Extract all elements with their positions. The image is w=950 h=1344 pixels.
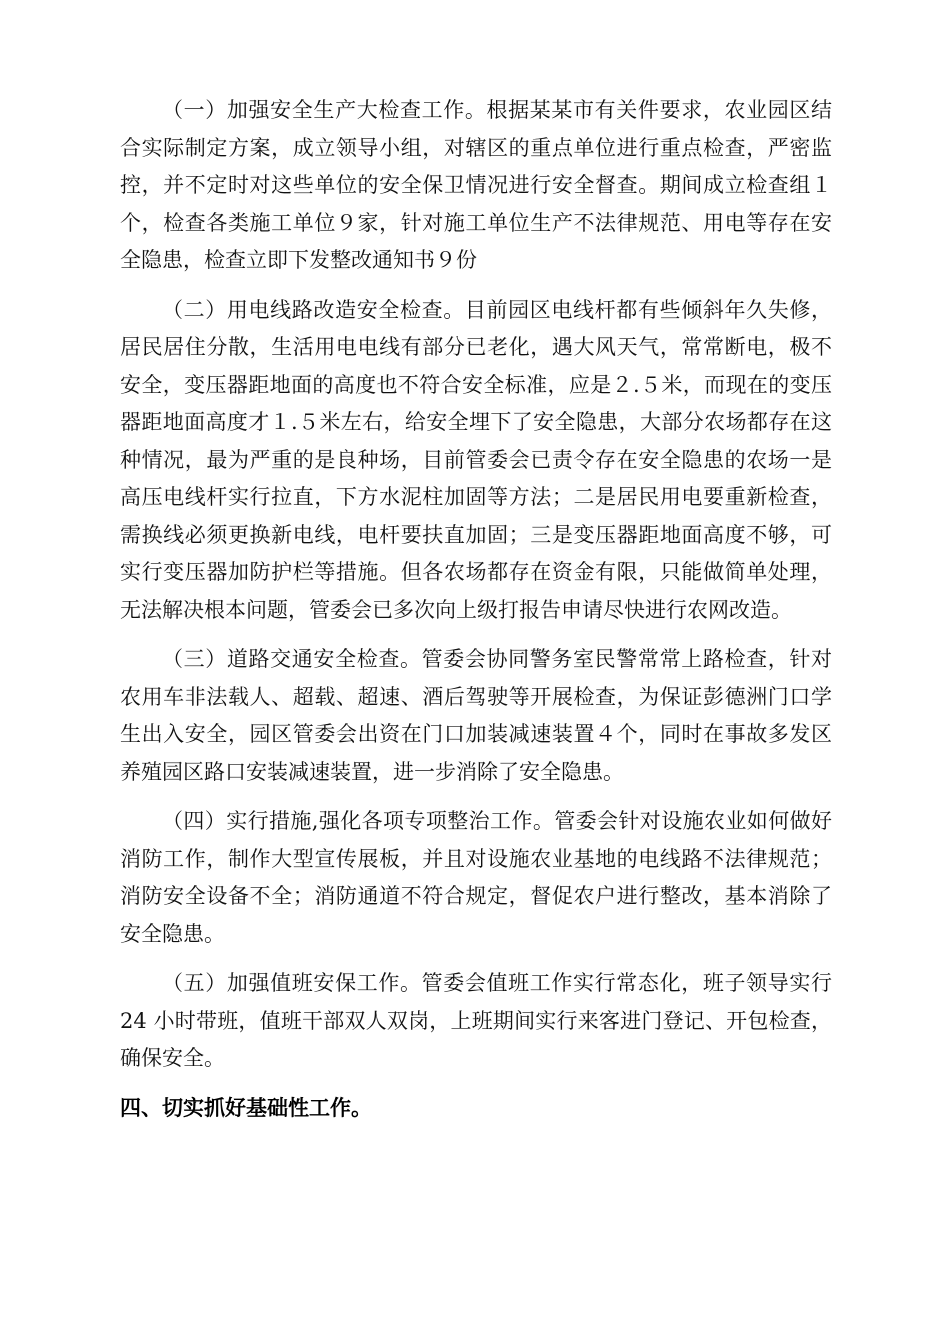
section-heading: 四、切实抓好基础性工作。 (120, 1095, 372, 1120)
paragraph-power-line-inspection: （二）用电线路改造安全检查。目前园区电线杆都有些倾斜年久失修，居民居住分散，生活用电电线有部分已老化，遇大风天气，常常断电，极不安全，变压器距地面的高度也不符合安全标准，应是２.５米，而现在的变压器距地面高度才１.５米左右，给安全埋下了安全隐患，大部分农场都存在这种情况，最为严重的是良种场，目前管委会已责令存在安全隐患的农场一是高压电线杆实行拉直，下方水泥柱加固等方法；二是居民用电要重新检查，需换线必须更换新电线，电杆要扶直加固；三是变压器距地面高度不够，可实行变压器加防护栏等措施。但各农场都存在资金有限，只能做简单处理，无法解决根本问题，管委会已多次向上级打报告申请尽快进行农网改造。 (120, 297, 832, 622)
paragraph-safety-inspection: （一）加强安全生产大检查工作。根据某某市有关件要求，农业园区结合实际制定方案，成立领导小组，对辖区的重点单位进行重点检查，严密监控，并不定时对这些单位的安全保卫情况进行安全督查。期间成立检查组１个，检查各类施工单位９家，针对施工单位生产不法律规范、用电等存在安全隐患，检查立即下发整改通知书９份 (120, 98, 832, 272)
document-body (120, 92, 832, 1127)
paragraph-duty-security: （五）加强值班安保工作。管委会值班工作实行常态化，班子领导实行 24 小时带班，值班干部双人双岗，上班期间实行来客进门登记、开包检查，确保安全。 (120, 971, 832, 1070)
paragraph-road-traffic-inspection: （三）道路交通安全检查。管委会协同警务室民警常常上路检查，针对农用车非法载人、超载、超速、酒后驾驶等开展检查，为保证彭德洲门口学生出入安全，园区管委会出资在门口加装减速装置４个，同时在事故多发区养殖园区路口安装减速装置，进一步消除了安全隐患。 (120, 647, 832, 784)
paragraph-special-rectification: （四）实行措施,强化各项专项整治工作。管委会针对设施农业如何做好消防工作，制作大型宣传展板，并且对设施农业基地的电线路不法律规范；消防安全设备不全；消防通道不符合规定，督促农户进行整改，基本消除了安全隐患。 (120, 809, 832, 946)
